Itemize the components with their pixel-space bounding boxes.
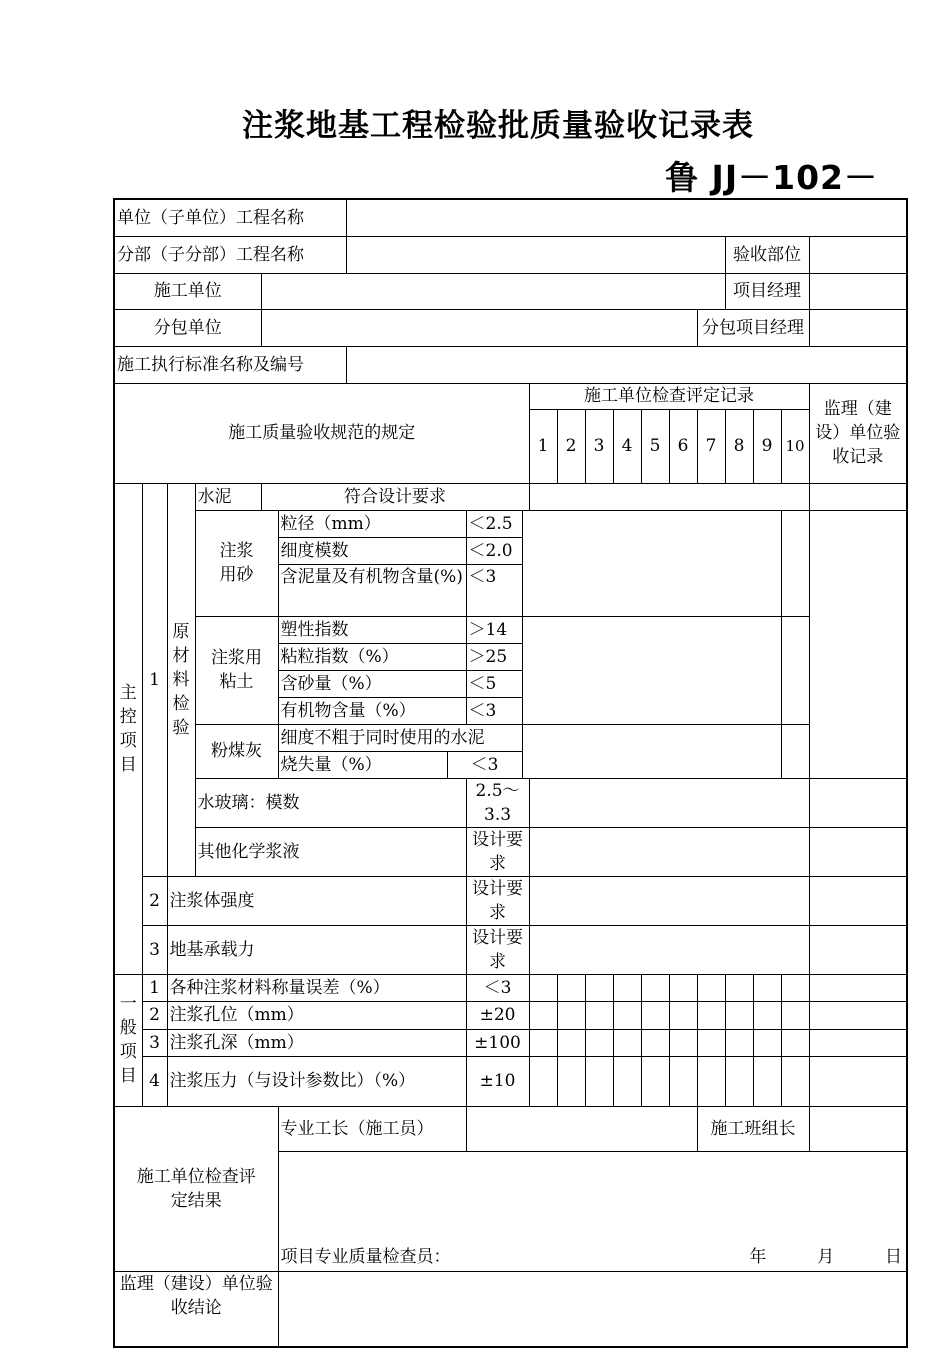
col-number: 5 bbox=[641, 409, 669, 483]
record-cell[interactable] bbox=[529, 1056, 557, 1106]
main-item-value: 设计要求 bbox=[466, 876, 529, 925]
accept-part-field[interactable] bbox=[809, 236, 907, 273]
clay-item: 塑性指数 bbox=[278, 616, 466, 643]
standard-label: 施工执行标准名称及编号 bbox=[114, 346, 346, 383]
raw-material-label: 原材料检验 bbox=[167, 483, 195, 876]
general-group-label: 一般项目 bbox=[114, 974, 142, 1106]
record-cell[interactable] bbox=[669, 1056, 697, 1106]
construction-unit-field[interactable] bbox=[261, 273, 725, 309]
general-item: 注浆压力（与设计参数比）（%） bbox=[167, 1056, 466, 1106]
clay-item: 含砂量（%） bbox=[278, 670, 466, 697]
sand-value: ＜2.5 bbox=[466, 510, 522, 537]
col-number: 10 bbox=[781, 409, 809, 483]
subcontract-unit-label: 分包单位 bbox=[114, 309, 261, 346]
record-cell[interactable] bbox=[557, 974, 585, 1001]
record-cell[interactable] bbox=[557, 1001, 585, 1029]
result-label: 施工单位检查评定结果 bbox=[114, 1106, 278, 1271]
record-cell[interactable] bbox=[725, 1029, 753, 1056]
general-item: 注浆孔位（mm） bbox=[167, 1001, 466, 1029]
record-cell[interactable] bbox=[697, 1001, 725, 1029]
general-item-number: 4 bbox=[142, 1056, 167, 1106]
main-group-label: 主控项目 bbox=[114, 483, 142, 974]
result-signature-area[interactable] bbox=[278, 1151, 907, 1271]
general-item-value: ±100 bbox=[466, 1029, 529, 1056]
standard-field[interactable] bbox=[346, 346, 907, 383]
record-cell[interactable] bbox=[529, 1001, 557, 1029]
record-cell[interactable] bbox=[557, 1029, 585, 1056]
check-record-label: 施工单位检查评定记录 bbox=[529, 383, 809, 409]
foreman-label: 专业工长（施工员） bbox=[278, 1106, 466, 1151]
sub-name-field[interactable] bbox=[346, 236, 725, 273]
main-item-number: 3 bbox=[142, 925, 167, 974]
unit-name-field[interactable] bbox=[346, 199, 907, 236]
spec-label: 施工质量验收规范的规定 bbox=[114, 383, 529, 483]
flyash-loss-item: 烧失量（%） bbox=[278, 751, 447, 778]
record-cell[interactable] bbox=[529, 974, 557, 1001]
record-cell[interactable] bbox=[641, 1029, 669, 1056]
col-number: 1 bbox=[529, 409, 557, 483]
supervisor-cell[interactable] bbox=[809, 778, 907, 827]
record-cell[interactable] bbox=[725, 974, 753, 1001]
col-number: 3 bbox=[585, 409, 613, 483]
inspection-form bbox=[113, 198, 908, 1348]
record-cell[interactable] bbox=[613, 1001, 641, 1029]
record-cell[interactable] bbox=[781, 974, 809, 1001]
unit-name-label: 单位（子单位）工程名称 bbox=[114, 199, 346, 236]
col-number: 9 bbox=[753, 409, 781, 483]
supervisor-cell[interactable] bbox=[809, 1029, 907, 1056]
main-item: 注浆体强度 bbox=[167, 876, 466, 925]
record-cell[interactable] bbox=[697, 1029, 725, 1056]
flyash-fineness: 细度不粗于同时使用的水泥 bbox=[278, 724, 522, 751]
foreman-field[interactable] bbox=[466, 1106, 697, 1151]
record-cell[interactable] bbox=[725, 1001, 753, 1029]
col-number: 7 bbox=[697, 409, 725, 483]
pm-label: 项目经理 bbox=[725, 273, 809, 309]
sand-name: 注浆用砂 bbox=[195, 510, 278, 616]
main-item-number: 2 bbox=[142, 876, 167, 925]
sand-value: ＜3 bbox=[466, 564, 522, 616]
record-cell[interactable] bbox=[753, 1029, 781, 1056]
record-cell[interactable] bbox=[585, 1029, 613, 1056]
record-cell[interactable] bbox=[697, 1056, 725, 1106]
clay-name: 注浆用粘土 bbox=[195, 616, 278, 724]
supervisor-cell[interactable] bbox=[809, 827, 907, 876]
general-item: 各种注浆材料称量误差（%） bbox=[167, 974, 466, 1001]
general-item-number: 1 bbox=[142, 974, 167, 1001]
general-item: 注浆孔深（mm） bbox=[167, 1029, 466, 1056]
sand-value: ＜2.0 bbox=[466, 537, 522, 564]
record-cell[interactable] bbox=[669, 1001, 697, 1029]
sub-name-label: 分部（子分部）工程名称 bbox=[114, 236, 346, 273]
general-item-number: 3 bbox=[142, 1029, 167, 1056]
record-cell[interactable] bbox=[529, 1029, 557, 1056]
record-cell[interactable] bbox=[781, 1056, 809, 1106]
supervisor-cell[interactable] bbox=[809, 974, 907, 1001]
record-cell[interactable] bbox=[669, 974, 697, 1001]
main-item-value: 设计要求 bbox=[466, 925, 529, 974]
construction-unit-label: 施工单位 bbox=[114, 273, 261, 309]
subcontract-unit-field[interactable] bbox=[261, 309, 697, 346]
supervisor-cell[interactable] bbox=[781, 510, 809, 616]
record-cell[interactable] bbox=[781, 1001, 809, 1029]
record-cell[interactable] bbox=[613, 1056, 641, 1106]
record-cell[interactable] bbox=[529, 827, 809, 876]
main-item: 地基承载力 bbox=[167, 925, 466, 974]
sand-item: 细度模数 bbox=[278, 537, 466, 564]
record-cell[interactable] bbox=[585, 974, 613, 1001]
month-label: 月 bbox=[817, 1246, 835, 1267]
record-cell[interactable] bbox=[522, 510, 781, 616]
glass-item: 水玻璃：模数 bbox=[195, 778, 466, 827]
sub-pm-label: 分包项目经理 bbox=[697, 309, 809, 346]
form-code: 鲁 JJ－102－ bbox=[665, 158, 878, 197]
year-label: 年 bbox=[749, 1246, 767, 1267]
col-number: 6 bbox=[669, 409, 697, 483]
record-cell[interactable] bbox=[529, 925, 809, 974]
record-cell[interactable] bbox=[781, 1029, 809, 1056]
flyash-name: 粉煤灰 bbox=[195, 724, 278, 778]
general-item-value: ±20 bbox=[466, 1001, 529, 1029]
conclusion-label: 监理（建设）单位验收结论 bbox=[114, 1271, 278, 1347]
clay-item: 有机物含量（%） bbox=[278, 697, 466, 724]
record-cell[interactable] bbox=[697, 974, 725, 1001]
record-cell[interactable] bbox=[753, 1001, 781, 1029]
supervisor-cell[interactable] bbox=[809, 876, 907, 925]
page-title: 注浆地基工程检验批质量验收记录表 bbox=[242, 108, 754, 144]
record-cell[interactable] bbox=[669, 1029, 697, 1056]
record-cell[interactable] bbox=[753, 974, 781, 1001]
supervisor-cell[interactable] bbox=[809, 1056, 907, 1106]
inspector-label: 项目专业质量检查员： bbox=[280, 1246, 451, 1267]
record-cell[interactable] bbox=[753, 1056, 781, 1106]
general-item-value: ±10 bbox=[466, 1056, 529, 1106]
record-cell[interactable] bbox=[725, 1056, 753, 1106]
record-cell[interactable] bbox=[522, 616, 781, 724]
record-cell[interactable] bbox=[641, 974, 669, 1001]
clay-value: ＞14 bbox=[466, 616, 522, 643]
sand-item: 粒径（mm） bbox=[278, 510, 466, 537]
chem-item: 其他化学浆液 bbox=[195, 827, 466, 876]
record-cell[interactable] bbox=[641, 1001, 669, 1029]
col-number: 2 bbox=[557, 409, 585, 483]
record-cell[interactable] bbox=[613, 1029, 641, 1056]
general-item-number: 2 bbox=[142, 1001, 167, 1029]
supervisor-cell[interactable] bbox=[781, 724, 809, 778]
flyash-loss-value: ＜3 bbox=[447, 751, 522, 778]
day-label: 日 bbox=[885, 1246, 903, 1267]
supervisor-cell[interactable] bbox=[781, 616, 809, 724]
main-item-number: 1 bbox=[142, 483, 167, 876]
sand-item: 含泥量及有机物含量(%) bbox=[278, 564, 466, 616]
record-cell[interactable] bbox=[585, 1001, 613, 1029]
record-cell[interactable] bbox=[613, 974, 641, 1001]
col-number: 8 bbox=[725, 409, 753, 483]
team-leader-label: 施工班组长 bbox=[697, 1106, 809, 1151]
clay-value: ＞25 bbox=[466, 643, 522, 670]
pm-field[interactable] bbox=[809, 273, 907, 309]
col-number: 4 bbox=[613, 409, 641, 483]
sub-pm-field[interactable] bbox=[809, 309, 907, 346]
team-leader-field[interactable] bbox=[809, 1106, 907, 1151]
clay-value: ＜5 bbox=[466, 670, 522, 697]
conclusion-field[interactable] bbox=[278, 1271, 907, 1347]
record-cell[interactable] bbox=[529, 483, 809, 510]
clay-item: 粘粒指数（%） bbox=[278, 643, 466, 670]
supervisor-cell[interactable] bbox=[809, 1001, 907, 1029]
chem-value: 设计要求 bbox=[466, 827, 529, 876]
accept-part-label: 验收部位 bbox=[725, 236, 809, 273]
record-cell[interactable] bbox=[641, 1056, 669, 1106]
cement-name: 水泥 bbox=[195, 483, 261, 510]
glass-value: 2.5～3.3 bbox=[466, 778, 529, 827]
supervisor-label: 监理（建设）单位验收记录 bbox=[809, 383, 907, 483]
record-cell[interactable] bbox=[585, 1056, 613, 1106]
record-cell[interactable] bbox=[529, 778, 809, 827]
record-cell[interactable] bbox=[529, 876, 809, 925]
supervisor-cell[interactable] bbox=[809, 483, 907, 510]
record-cell[interactable] bbox=[522, 724, 781, 778]
record-cell[interactable] bbox=[557, 1056, 585, 1106]
supervisor-cell[interactable] bbox=[809, 925, 907, 974]
general-item-value: ＜3 bbox=[466, 974, 529, 1001]
cement-req: 符合设计要求 bbox=[261, 483, 529, 510]
clay-value: ＜3 bbox=[466, 697, 522, 724]
